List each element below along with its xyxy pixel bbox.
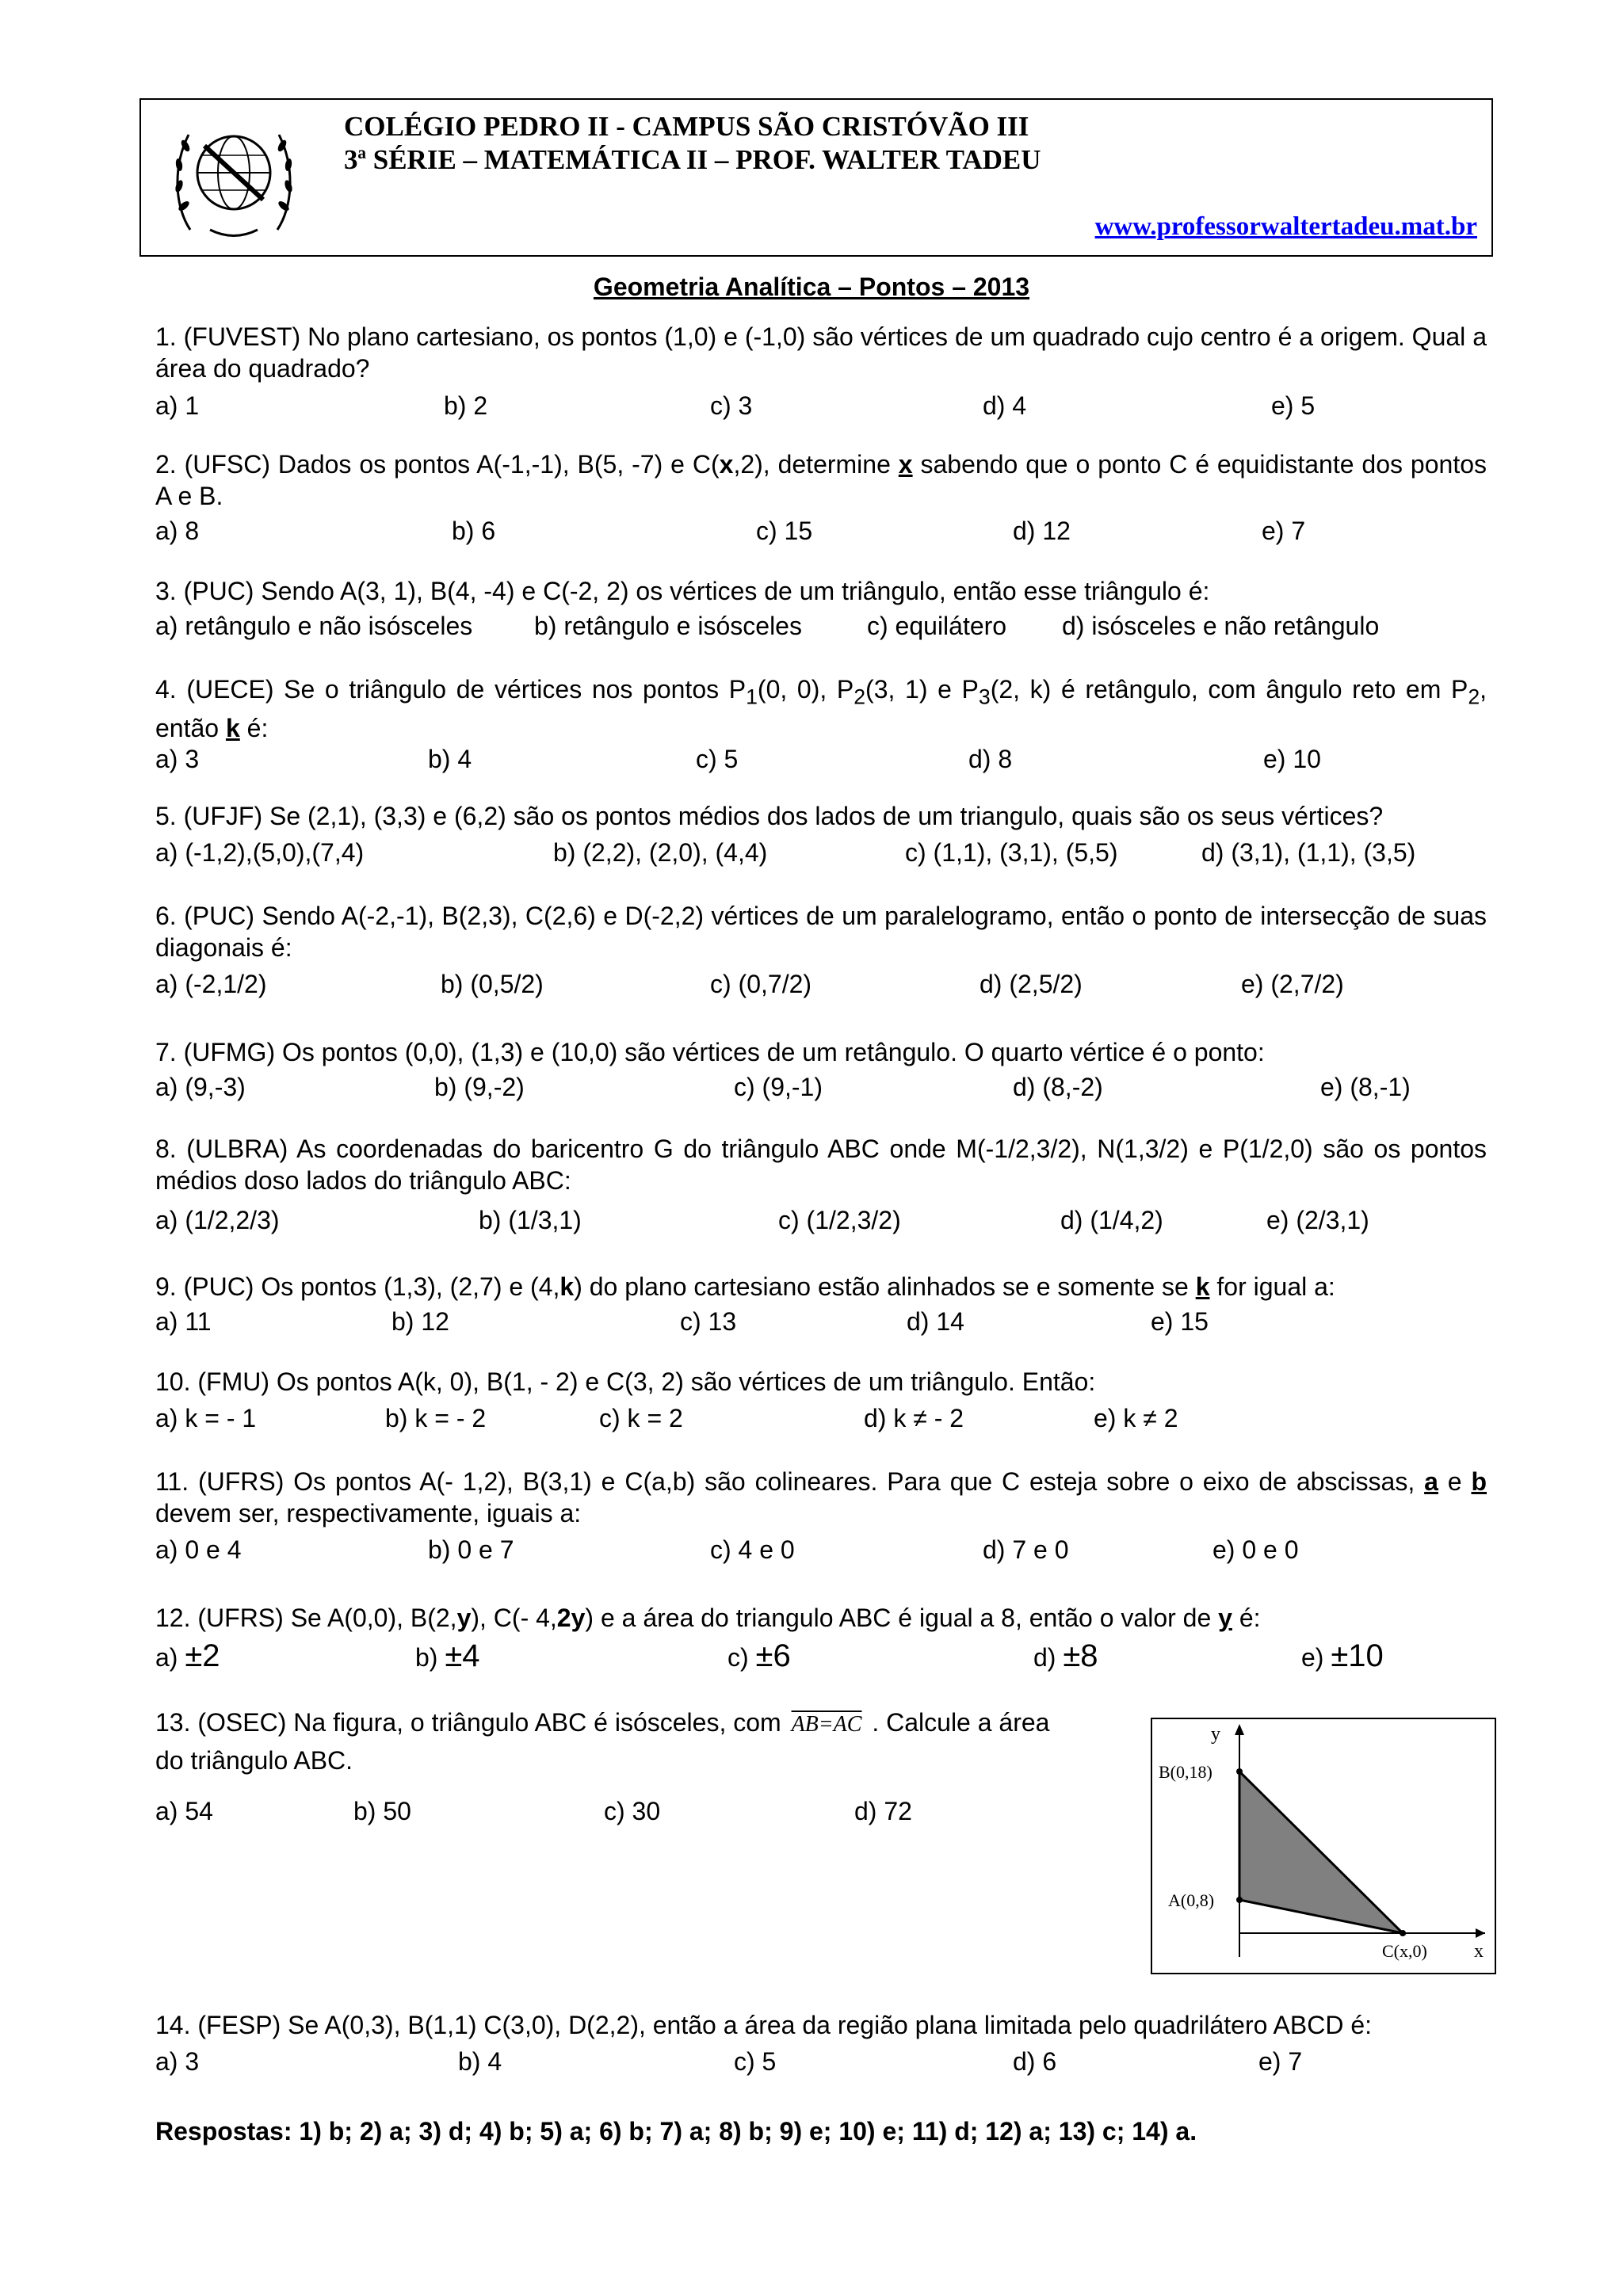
answer-key: Respostas: 1) b; 2) a; 3) d; 4) b; 5) a; 6) b; 7) a; 8) b; 9) e; 10) e; 11) d; 12) a; 13) c; 14) a.: [155, 2117, 1197, 2145]
q5-option-c: c) (1,1), (3,1), (5,5): [905, 838, 1118, 867]
q9-option-d: d) 14: [907, 1307, 964, 1336]
q6-option-a: a) (-2,1/2): [155, 970, 267, 998]
q11-option-e: e) 0 e 0: [1212, 1535, 1299, 1564]
q2-option-e: e) 7: [1262, 517, 1306, 545]
triangle-figure-svg: [1152, 1719, 1495, 1973]
q14-option-c: c) 5: [734, 2047, 777, 2076]
q8-option-e: e) (2/3,1): [1266, 1206, 1369, 1234]
q14-option-d: d) 6: [1013, 2047, 1057, 2076]
q3-option-b: b) retângulo e isósceles: [534, 612, 802, 640]
q10-option-e: e) k ≠ 2: [1094, 1404, 1178, 1432]
y-axis-label: y: [1211, 1724, 1220, 1745]
question-7-text: 7. (UFMG) Os pontos (0,0), (1,3) e (10,0) são vértices de um retângulo. O quarto vértice é o ponto:: [155, 1038, 1265, 1066]
q2-option-c: c) 15: [756, 517, 813, 545]
q9-option-c: c) 13: [680, 1307, 737, 1336]
question-6-text: 6. (PUC) Sendo A(-2,-1), B(2,3), C(2,6) e D(-2,2) vértices de um paralelogramo, então o ponto de intersecção de suas diagonais é:: [155, 902, 1487, 962]
question-12-text: 12. (UFRS) Se A(0,0), B(2,y), C(- 4,2y) e a área do triangulo ABC é igual a 8, então o valor de y é:: [155, 1604, 1261, 1632]
q2-option-d: d) 12: [1013, 517, 1071, 545]
y-axis-arrow: [1235, 1724, 1244, 1735]
q13-option-a: a) 54: [155, 1797, 213, 1825]
q6-option-c: c) (0,7/2): [710, 970, 812, 998]
q11-option-b: b) 0 e 7: [428, 1535, 514, 1564]
q1-option-d: d) 4: [983, 391, 1027, 420]
question-8-text: 8. (ULBRA) As coordenadas do baricentro G do triângulo ABC onde M(-1/2,3/2), N(1,3/2) e P(1/2,0) são os pontos médios doso lados do triângulo ABC:: [155, 1135, 1487, 1195]
q10-option-a: a) k = - 1: [155, 1404, 257, 1432]
x-axis-arrow: [1476, 1928, 1485, 1938]
q4-option-e: e) 10: [1263, 745, 1321, 773]
q6-option-d: d) (2,5/2): [980, 970, 1083, 998]
question-4-text: 4. (UECE) Se o triângulo de vértices nos pontos $P_1(0$, 0), $P_2(3$, 1) e $P_3(2$, k) é retângulo, com ângulo reto em $P_2$, então k é:: [155, 675, 1487, 743]
q14-option-a: a) 3: [155, 2047, 200, 2076]
point-b: [1236, 1768, 1243, 1775]
website-link[interactable]: www.professorwaltertadeu.mat.br: [1094, 212, 1477, 241]
q13-option-c: c) 30: [604, 1797, 661, 1825]
q4-option-d: d) 8: [968, 745, 1013, 773]
q12-option-a: a) ±2: [155, 1638, 220, 1673]
question-5-text: 5. (UFJF) Se (2,1), (3,3) e (6,2) são os pontos médios dos lados de um triangulo, quais são os seus vértices?: [155, 802, 1384, 830]
q7-option-e: e) (8,-1): [1320, 1073, 1411, 1101]
q1-option-c: c) 3: [710, 391, 753, 420]
q11-option-a: a) 0 e 4: [155, 1535, 242, 1564]
question-11-text: 11. (UFRS) Os pontos A(- 1,2), B(3,1) e C(a,b) são colineares. Para que C esteja sobre o eixo de abscissas, a e b devem ser, respectivamente, iguais a:: [155, 1467, 1487, 1527]
q1-option-a: a) 1: [155, 391, 200, 420]
q1-option-b: b) 2: [444, 391, 488, 420]
q14-option-e: e) 7: [1258, 2047, 1303, 2076]
q7-option-c: c) (9,-1): [734, 1073, 823, 1101]
q4-option-c: c) 5: [696, 745, 739, 773]
q2-option-a: a) 8: [155, 517, 200, 545]
label-a: A(0,8): [1168, 1890, 1215, 1910]
x-axis-label: x: [1474, 1941, 1484, 1962]
q13-option-d: d) 72: [854, 1797, 912, 1825]
question-2-text: 2. (UFSC) Dados os pontos A(-1,-1), B(5, -7) e C(x,2), determine x sabendo que o ponto C é equidistante dos pontos A e B.: [155, 450, 1487, 510]
question-13-text-line2: do triângulo ABC.: [155, 1746, 353, 1775]
q5-option-d: d) (3,1), (1,1), (3,5): [1201, 838, 1416, 867]
q10-option-b: b) k = - 2: [385, 1404, 487, 1432]
q4-option-a: a) 3: [155, 745, 200, 773]
q12-option-c: c) ±6: [727, 1638, 791, 1673]
q12-option-b: b) ±4: [415, 1638, 480, 1673]
series-line: 3ª SÉRIE – MATEMÁTICA II – PROF. WALTER TADEU: [344, 144, 1041, 175]
q8-option-c: c) (1/2,3/2): [778, 1206, 901, 1234]
q12-option-e: e) ±10: [1301, 1638, 1384, 1673]
q3-option-a: a) retângulo e não isósceles: [155, 612, 473, 640]
question-10-text: 10. (FMU) Os pontos A(k, 0), B(1, - 2) e C(3, 2) são vértices de um triângulo. Então:: [155, 1367, 1096, 1396]
q11-option-c: c) 4 e 0: [710, 1535, 795, 1564]
question-3-text: 3. (PUC) Sendo A(3, 1), B(4, -4) e C(-2, 2) os vértices de um triângulo, então esse triângulo é:: [155, 577, 1210, 605]
q3-option-c: c) equilátero: [867, 612, 1007, 640]
q13-option-b: b) 50: [353, 1797, 411, 1825]
question-13-text: 13. (OSEC) Na figura, o triângulo ABC é isósceles, com AB=AC . Calcule a área: [155, 1708, 1050, 1737]
school-crest-logo: [166, 111, 301, 244]
question-1-text: 1. (FUVEST) No plano cartesiano, os pontos (1,0) e (-1,0) são vértices de um quadrado cujo centro é a origem. Qual a área do quadrado?: [155, 322, 1487, 383]
q10-option-d: d) k ≠ - 2: [864, 1404, 964, 1432]
q8-option-d: d) (1/4,2): [1060, 1206, 1163, 1234]
q9-option-a: a) 11: [155, 1307, 212, 1336]
q7-option-a: a) (9,-3): [155, 1073, 246, 1101]
q1-option-e: e) 5: [1271, 391, 1316, 420]
q8-option-b: b) (1/3,1): [479, 1206, 582, 1234]
question-14-text: 14. (FESP) Se A(0,3), B(1,1) C(3,0), D(2,2), então a área da região plana limitada pelo quadrilátero ABCD é:: [155, 2011, 1373, 2039]
q7-option-b: b) (9,-2): [434, 1073, 525, 1101]
point-a: [1236, 1897, 1243, 1903]
q11-option-d: d) 7 e 0: [983, 1535, 1069, 1564]
school-name: COLÉGIO PEDRO II - CAMPUS SÃO CRISTÓVÃO III: [344, 111, 1029, 142]
q2-option-b: b) 6: [452, 517, 496, 545]
q5-option-b: b) (2,2), (2,0), (4,4): [553, 838, 768, 867]
q6-option-e: e) (2,7/2): [1241, 970, 1344, 998]
page-title: Geometria Analítica – Pontos – 2013: [593, 273, 1030, 301]
ab-equals-ac: AB=AC: [791, 1712, 862, 1737]
q12-option-d: d) ±8: [1033, 1638, 1098, 1673]
q14-option-b: b) 4: [458, 2047, 502, 2076]
q5-option-a: a) (-1,2),(5,0),(7,4): [155, 838, 365, 867]
triangle-figure: [1151, 1718, 1496, 1974]
triangle-abc: [1239, 1772, 1403, 1933]
q6-option-b: b) (0,5/2): [441, 970, 544, 998]
q4-option-b: b) 4: [428, 745, 472, 773]
q10-option-c: c) k = 2: [599, 1404, 683, 1432]
label-c: C(x,0): [1382, 1941, 1427, 1961]
q8-option-a: a) (1/2,2/3): [155, 1206, 280, 1234]
label-b: B(0,18): [1159, 1762, 1212, 1782]
question-9-text: 9. (PUC) Os pontos (1,3), (2,7) e (4,k) do plano cartesiano estão alinhados se e somente se k for igual a:: [155, 1272, 1335, 1301]
q7-option-d: d) (8,-2): [1013, 1073, 1103, 1101]
q9-option-e: e) 15: [1151, 1307, 1209, 1336]
q3-option-d: d) isósceles e não retângulo: [1062, 612, 1380, 640]
point-c: [1400, 1930, 1406, 1936]
q9-option-b: b) 12: [391, 1307, 449, 1336]
